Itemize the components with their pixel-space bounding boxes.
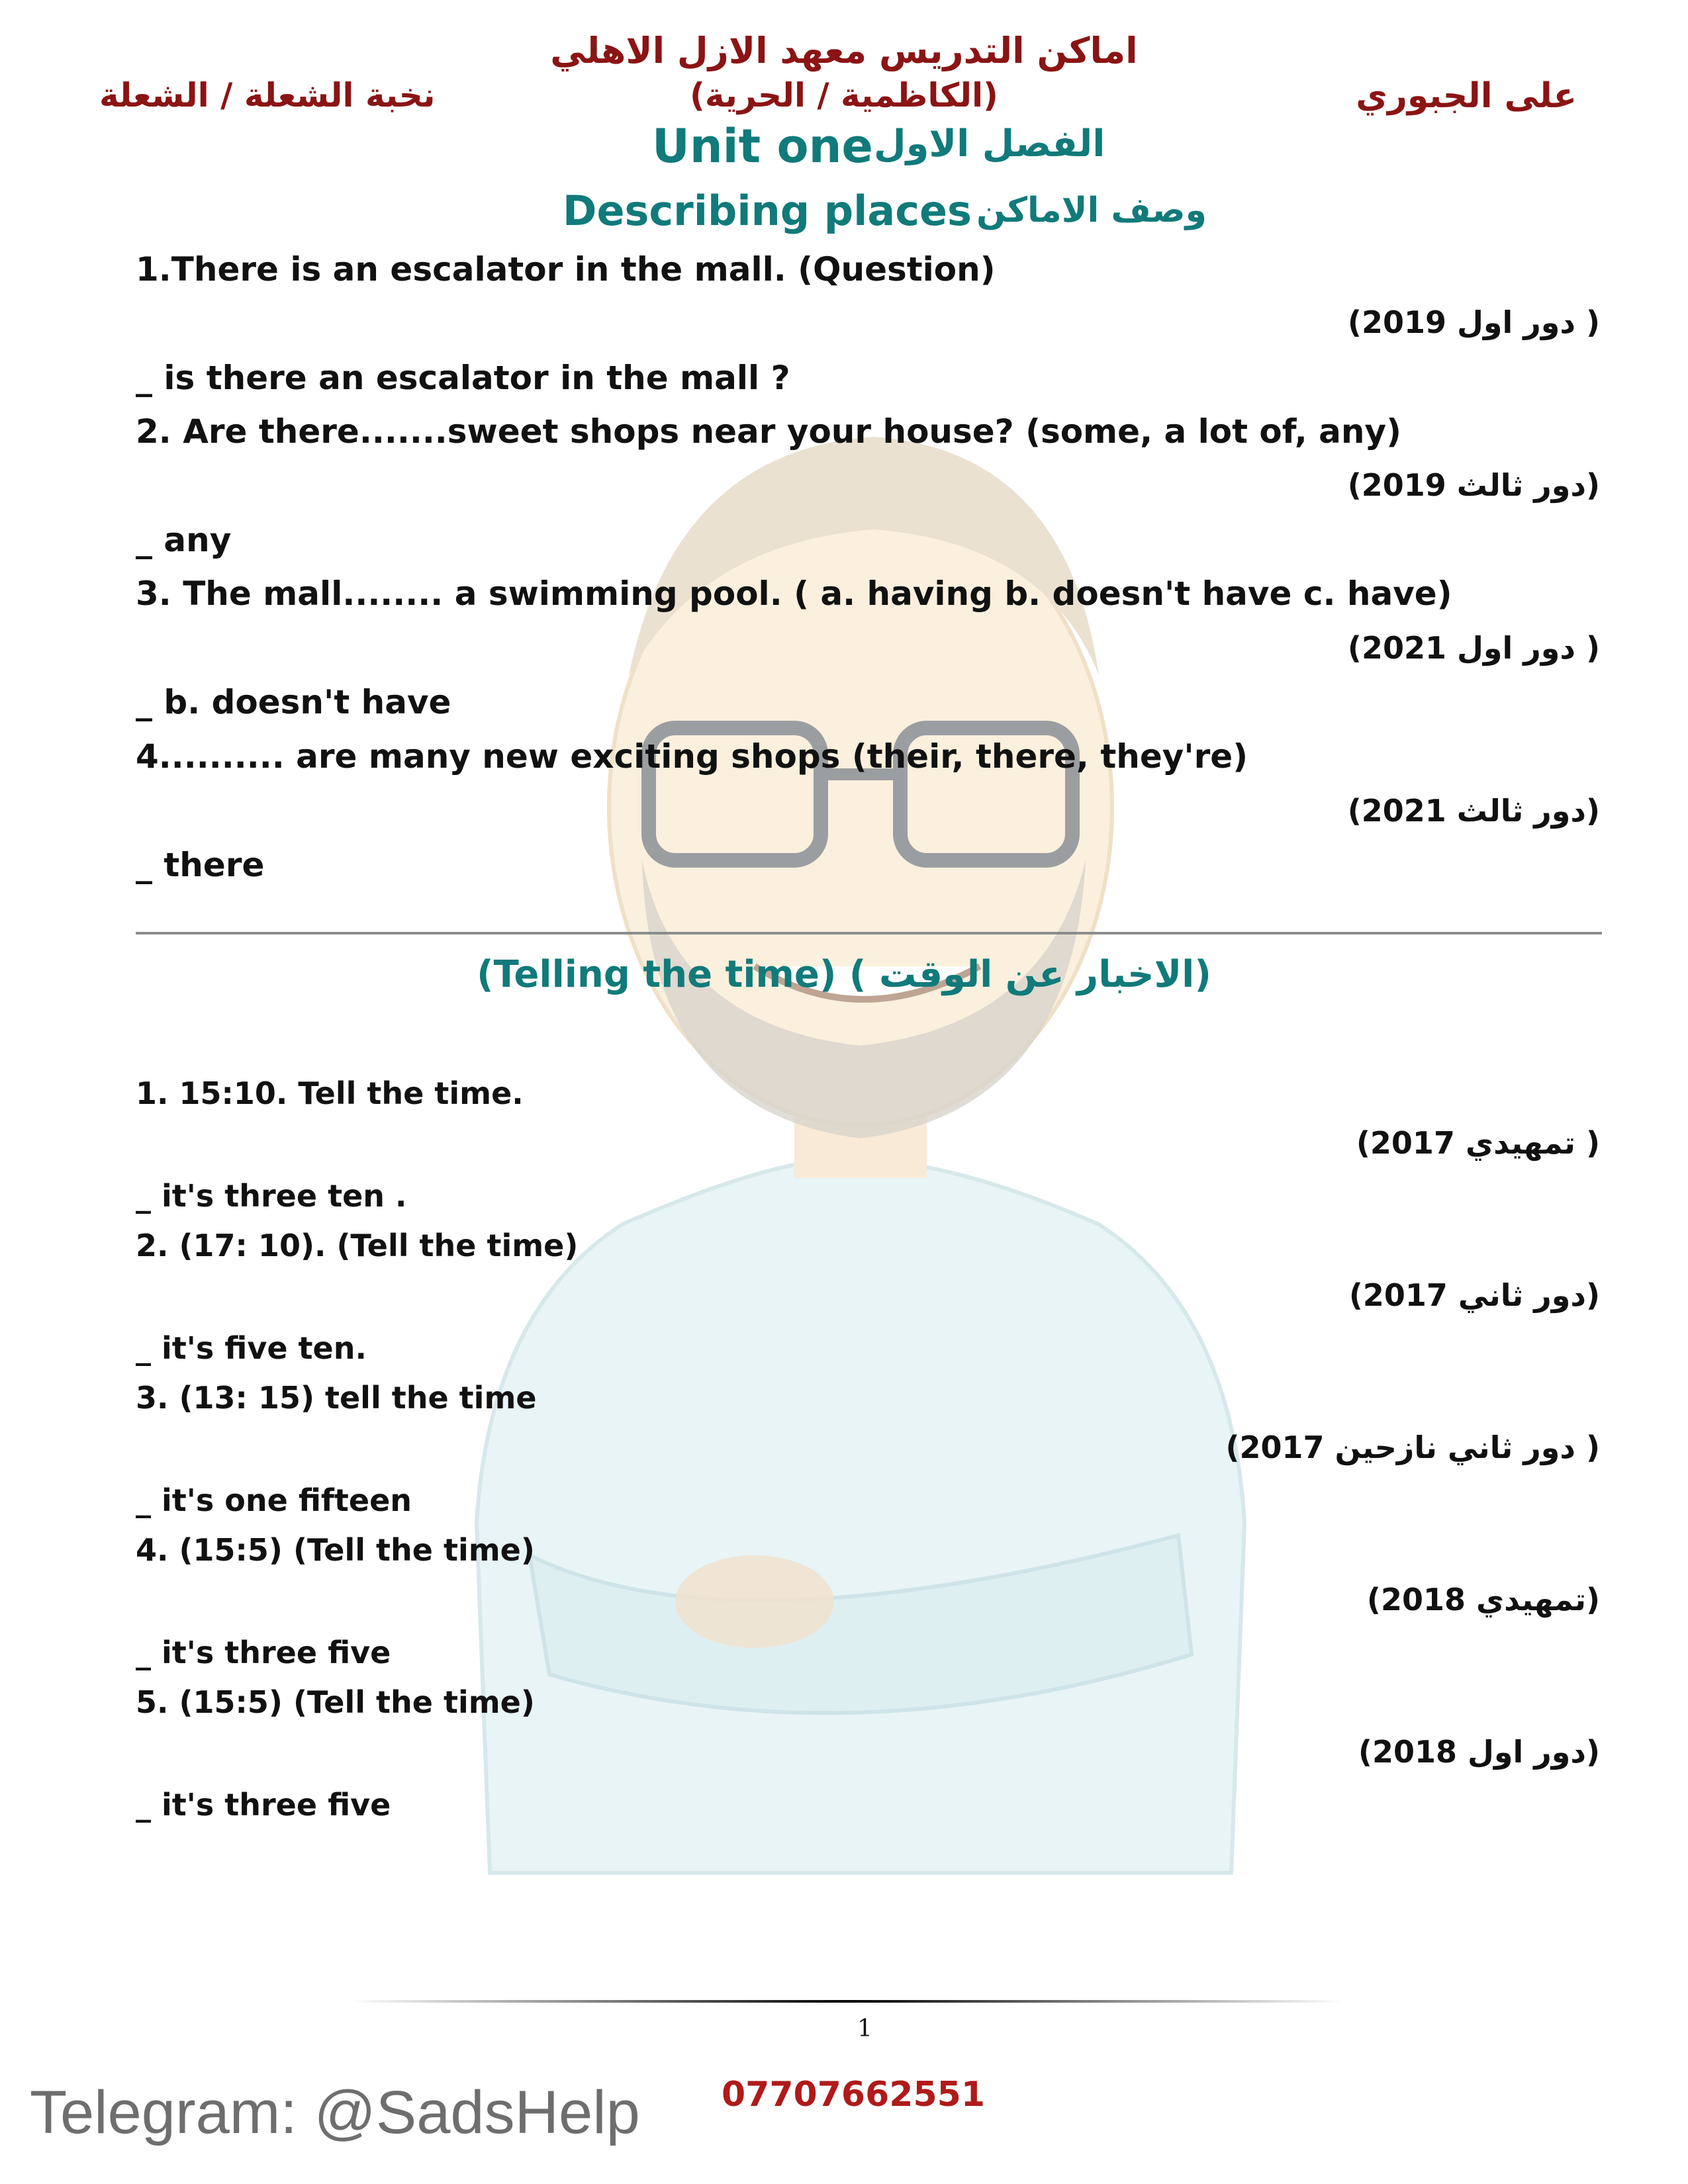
answer-2: _ any — [136, 521, 232, 559]
answer-1: _ is there an escalator in the mall ? — [136, 359, 790, 397]
time-answer-1: _ it's three ten . — [136, 1178, 407, 1214]
question-4: 4.......... are many new exciting shops (their, there, they're) — [136, 737, 1248, 776]
teacher-portrait-watermark — [450, 397, 1271, 1880]
time-exam-year-4: (تمهيدي 2018) — [1366, 1582, 1600, 1617]
teacher-name: على الجبوري — [1356, 76, 1577, 116]
question-2: 2. Are there.......sweet shops near your house? (some, a lot of, any) — [136, 412, 1401, 451]
section-title-telling-time: (Telling the time) ( الاخبار عن الوقت) — [477, 953, 1211, 996]
section-divider — [136, 932, 1602, 934]
exam-year-2: (دور ثالث 2019) — [1347, 467, 1600, 503]
time-exam-year-5: (دور اول 2018) — [1358, 1734, 1600, 1770]
time-answer-5: _ it's three five — [136, 1787, 391, 1823]
exam-year-1: ( دور اول 2019) — [1347, 304, 1600, 340]
institute-line-2: (الكاظمية / الحرية) — [689, 76, 999, 114]
time-answer-2: _ it's five ten. — [136, 1330, 367, 1366]
phone-number: 07707662551 — [722, 2075, 985, 2115]
answer-4: _ there — [136, 846, 265, 884]
answer-3: _ b. doesn't have — [136, 683, 451, 721]
question-1: 1.There is an escalator in the mall. (Question) — [136, 250, 996, 289]
time-exam-year-2: (دور ثاني 2017) — [1348, 1277, 1600, 1313]
institute-line-1: اماكن التدريس معهد الازل الاهلي — [550, 30, 1138, 71]
time-question-1: 1. 15:10. Tell the time. — [136, 1075, 524, 1111]
time-answer-3: _ it's one fifteen — [136, 1482, 412, 1518]
time-exam-year-1: ( تمهيدي 2017) — [1356, 1125, 1600, 1161]
unit-title-ar: الفصل الاول — [874, 122, 1105, 165]
time-exam-year-3: ( دور ثاني نازحين 2017) — [1225, 1430, 1600, 1465]
exam-year-3: ( دور اول 2021) — [1347, 630, 1600, 666]
time-question-2: 2. (17: 10). (Tell the time) — [136, 1228, 579, 1263]
exam-year-4: (دور ثالث 2021) — [1347, 793, 1600, 829]
time-question-3: 3. (13: 15) tell the time — [136, 1380, 537, 1416]
section-title-describing-places: Describing places — [563, 187, 972, 235]
telegram-watermark: Telegram: @SadsHelp — [30, 2079, 640, 2146]
question-3: 3. The mall........ a swimming pool. ( a. having b. doesn't have c. have) — [136, 574, 1452, 613]
footer-rule — [351, 1997, 1344, 2005]
left-brand: نخبة الشعلة / الشعلة — [99, 76, 436, 114]
section-title-describing-places-ar: وصف الاماكن — [976, 191, 1207, 230]
time-question-5: 5. (15:5) (Tell the time) — [136, 1684, 535, 1720]
page-number: 1 — [857, 2015, 872, 2042]
unit-title-en: Unit one — [652, 119, 873, 173]
time-answer-4: _ it's three five — [136, 1635, 391, 1670]
time-question-4: 4. (15:5) (Tell the time) — [136, 1532, 535, 1568]
